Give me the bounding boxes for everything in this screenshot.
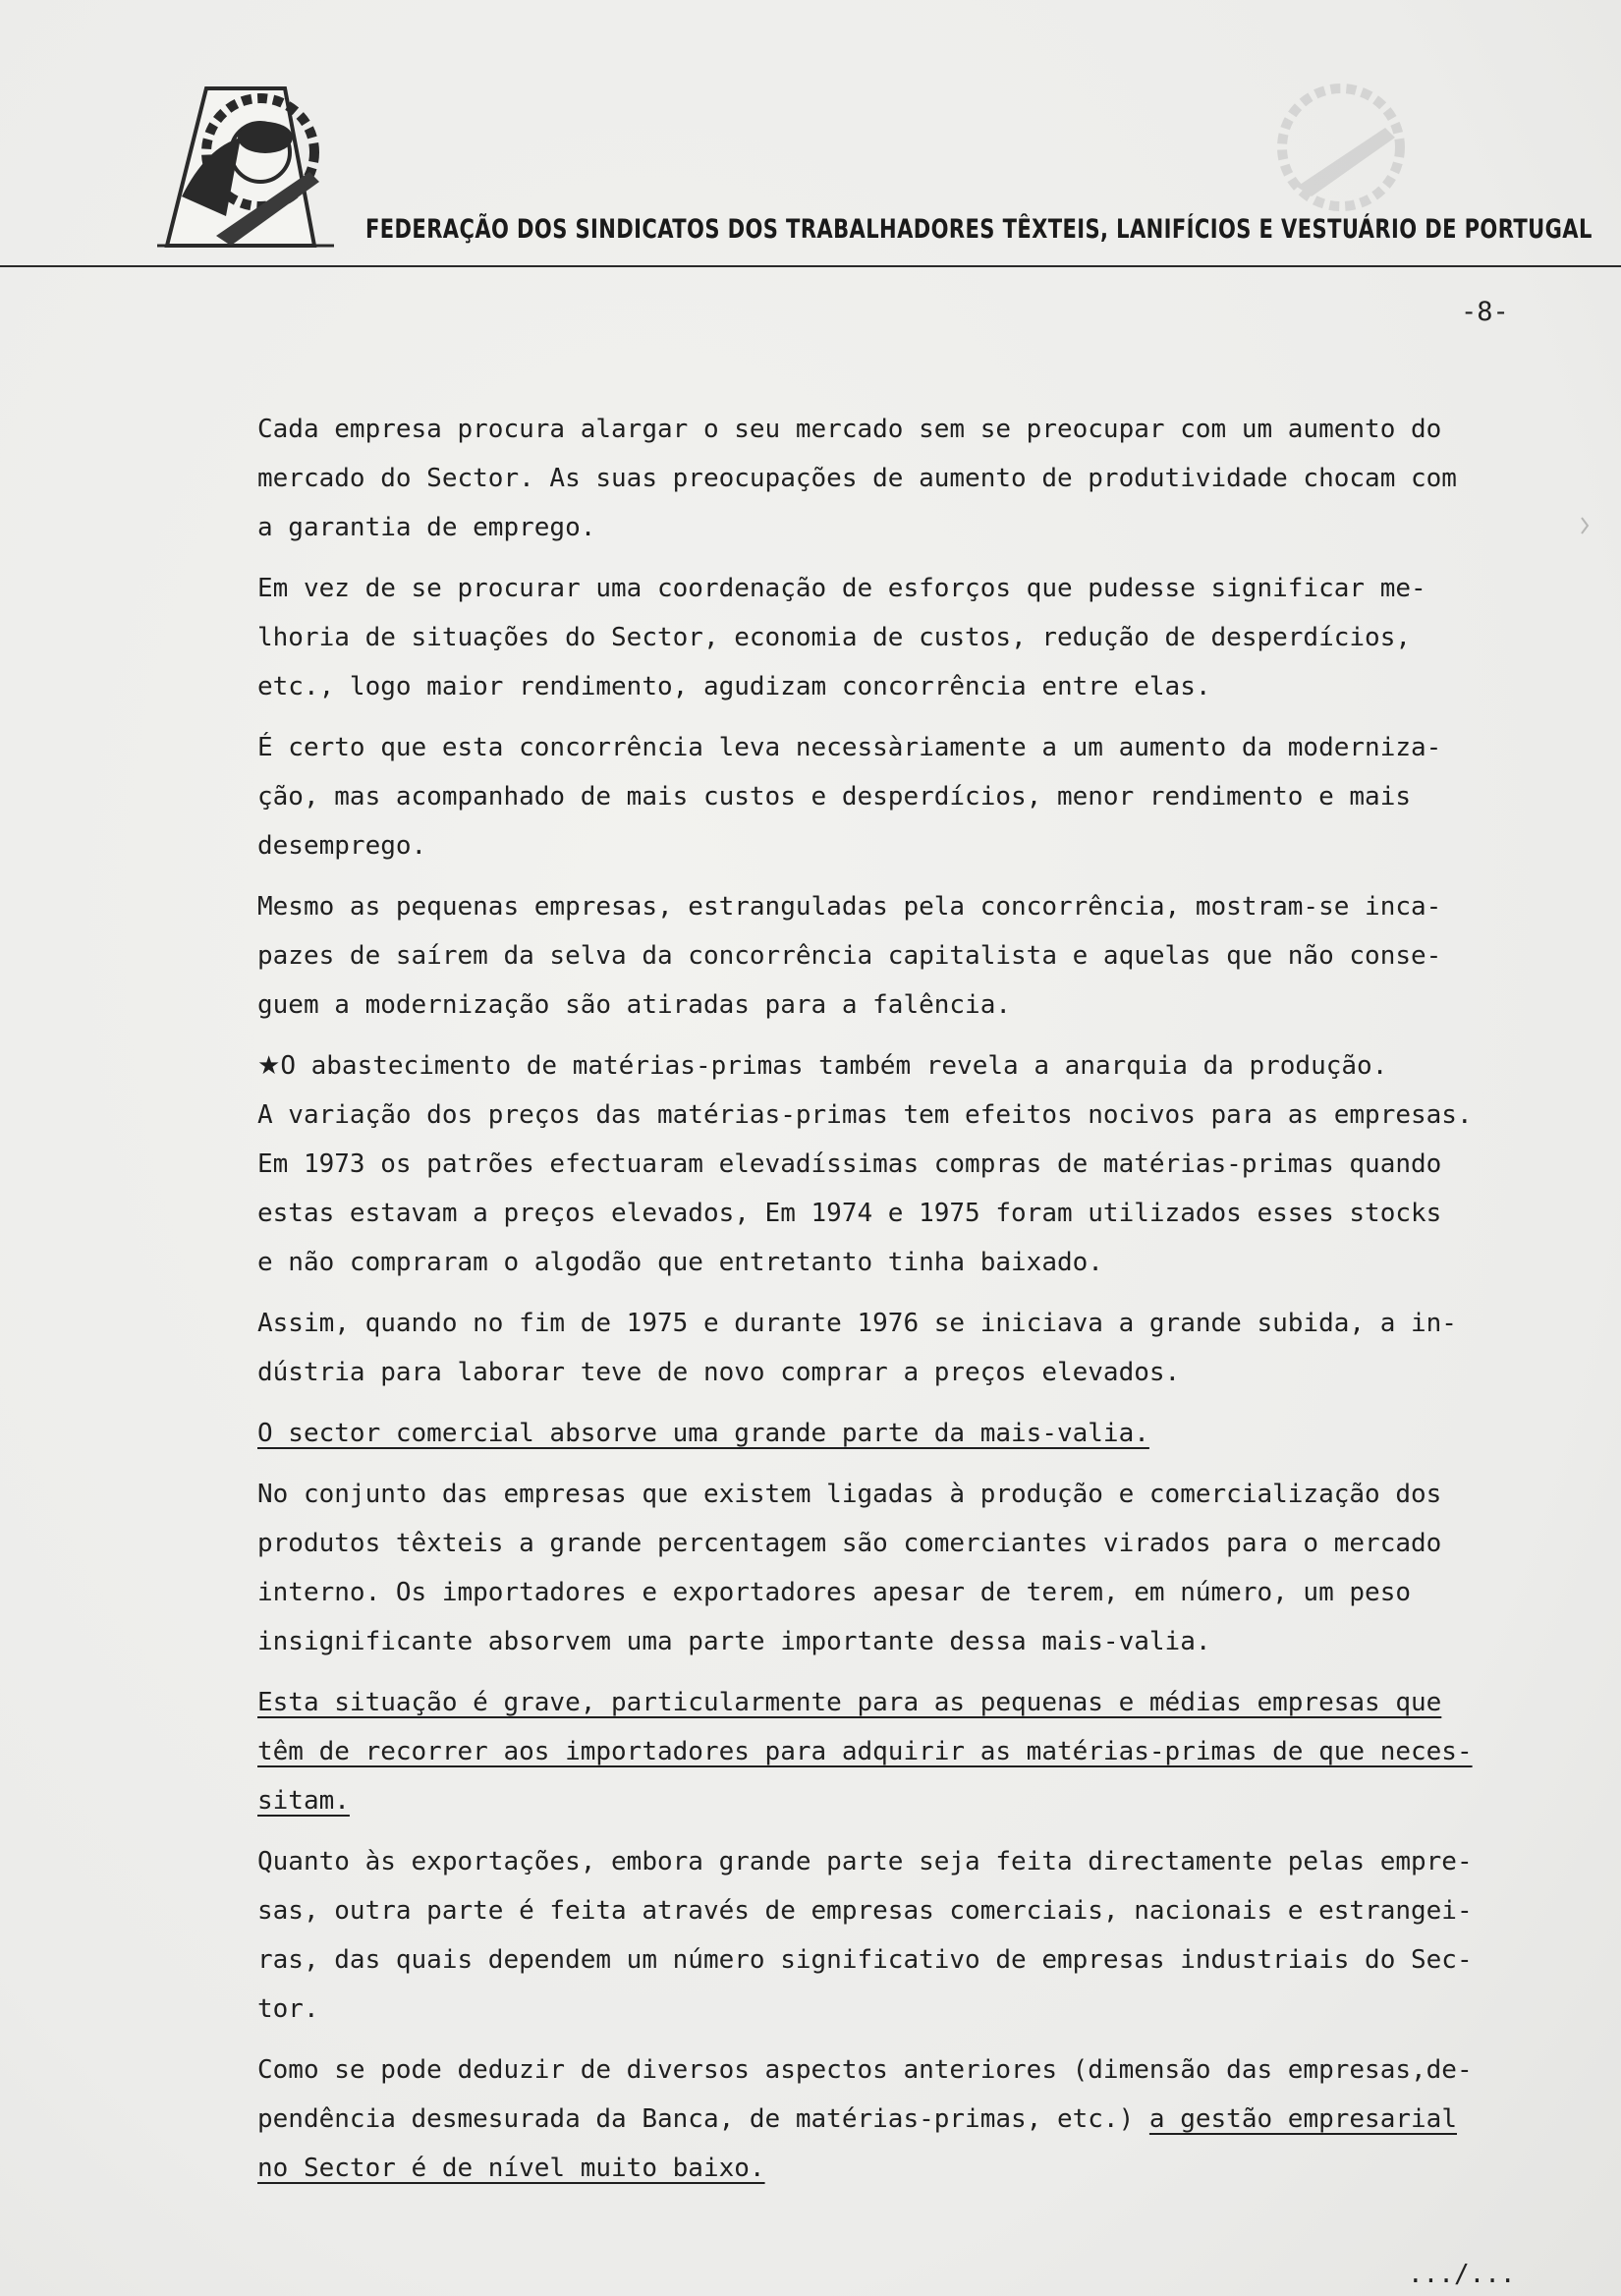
line-text: etc., logo maior rendimento, agudizam concorrência entre elas. (257, 672, 1211, 701)
line-text: sitam. (257, 1786, 350, 1816)
text-line (257, 2045, 1564, 2095)
line-text: lhoria de situações do Sector, economia de custos, redução de desperdícios, (257, 623, 1411, 652)
line-text: insignificante absorvem uma parte importante dessa mais-valia. (257, 1627, 1211, 1656)
text-line (257, 662, 1564, 711)
text-line (257, 1985, 1564, 2034)
line-text: ras, das quais dependem um número significativo de empresas industriais do Sec- (257, 1945, 1473, 1975)
paragraph (257, 2045, 1564, 2193)
text-line (257, 613, 1564, 662)
paragraph (257, 1041, 1564, 1287)
text-line (257, 503, 1564, 552)
text-line (257, 1727, 1564, 1776)
paragraph (257, 405, 1564, 552)
page-number: -8- (1461, 297, 1509, 327)
line-text: têm de recorrer aos importadores para adquirir as matérias-primas de que neces- (257, 1737, 1473, 1766)
underlined-text: a gestão empresarial (1148, 2104, 1457, 2134)
line-text: mercado do Sector. As suas preocupações de aumento de produtividade chocam com (257, 464, 1457, 493)
text-line (257, 1041, 1564, 1091)
text-line (257, 1409, 1564, 1458)
paragraph (257, 723, 1564, 870)
text-line (257, 1348, 1564, 1397)
continuation-mark: .../... (1408, 2260, 1516, 2289)
line-text: interno. Os importadores e exportadores apesar de terem, em número, um peso (257, 1578, 1411, 1607)
line-text: desemprego. (257, 831, 427, 861)
header-rule (0, 265, 1621, 267)
text-line (257, 1617, 1564, 1666)
punch-mark (1580, 516, 1590, 535)
paragraph (257, 882, 1564, 1030)
text-line (257, 772, 1564, 821)
line-text: No conjunto das empresas que existem ligadas à produção e comercialização dos (257, 1480, 1442, 1509)
line-text: Cada empresa procura alargar o seu mercado sem se preocupar com um aumento do (257, 415, 1442, 444)
paragraph (257, 1837, 1564, 2034)
line-text: A variação dos preços das matérias-primas tem efeitos nocivos para as empresas. (257, 1100, 1473, 1130)
text-line (257, 821, 1564, 870)
text-line (257, 405, 1564, 454)
paragraph (257, 1470, 1564, 1666)
line-text: pendência desmesurada da Banca, de matérias-primas, etc.) (257, 2104, 1149, 2134)
text-line (257, 2095, 1564, 2144)
text-line (257, 1189, 1564, 1238)
paragraph (257, 564, 1564, 711)
text-line (257, 931, 1564, 980)
line-text: sas, outra parte é feita através de empresas comerciais, nacionais e estrangei- (257, 1896, 1473, 1926)
text-line (257, 564, 1564, 613)
text-line (257, 454, 1564, 503)
line-text: É certo que esta concorrência leva necessàriamente a um aumento da moderniza- (257, 733, 1442, 762)
line-text: Quanto às exportações, embora grande parte seja feita directamente pelas empre- (257, 1847, 1473, 1876)
line-text: guem a modernização são atiradas para a falência. (257, 990, 1012, 1020)
text-line (257, 1519, 1564, 1568)
underlined-text: no Sector é de nível muito baixo. (257, 2154, 765, 2183)
line-text: O abastecimento de matérias-primas também revela a anarquia da produção. (280, 1051, 1388, 1081)
line-text: a garantia de emprego. (257, 513, 596, 542)
text-line (257, 1886, 1564, 1935)
line-text: O sector comercial absorve uma grande parte da mais-valia. (257, 1419, 1149, 1448)
text-line (257, 980, 1564, 1030)
text-line (257, 1776, 1564, 1825)
line-text: Como se pode deduzir de diversos aspectos anteriores (dimensão das empresas,de- (257, 2055, 1473, 2085)
paragraph (257, 1678, 1564, 1825)
text-line (257, 1140, 1564, 1189)
text-line (257, 1837, 1564, 1886)
federation-logo-icon (147, 69, 334, 265)
text-line (257, 1678, 1564, 1727)
star-icon: ★ (257, 1051, 281, 1081)
line-text: Esta situação é grave, particularmente para as pequenas e médias empresas que (257, 1688, 1442, 1717)
line-text: Em vez de se procurar uma coordenação de esforços que pudesse significar me- (257, 574, 1426, 603)
text-line (257, 2144, 1564, 2193)
bleed-through-logo (1258, 69, 1425, 226)
text-line (257, 1470, 1564, 1519)
line-text: Em 1973 os patrões efectuaram elevadíssimas compras de matérias-primas quando (257, 1149, 1442, 1179)
line-text: Mesmo as pequenas empresas, estranguladas pela concorrência, mostram-se inca- (257, 892, 1442, 922)
text-line (257, 1299, 1564, 1348)
text-line (257, 723, 1564, 772)
letterhead-title: FEDERAÇÃO DOS SINDICATOS DOS TRABALHADORES TÊXTEIS, LANIFÍCIOS E VESTUÁRIO DE PORTUGAL (365, 214, 1593, 245)
document-body (257, 405, 1564, 2205)
text-line (257, 1091, 1564, 1140)
line-text: tor. (257, 1994, 319, 2024)
line-text: Assim, quando no fim de 1975 e durante 1976 se iniciava a grande subida, a in- (257, 1309, 1457, 1338)
line-text: ção, mas acompanhado de mais custos e desperdícios, menor rendimento e mais (257, 782, 1411, 812)
paragraph (257, 1409, 1564, 1458)
line-text: e não compraram o algodão que entretanto tinha baixado. (257, 1248, 1103, 1277)
line-text: produtos têxteis a grande percentagem são comerciantes virados para o mercado (257, 1529, 1442, 1558)
text-line (257, 882, 1564, 931)
text-line (257, 1935, 1564, 1985)
text-line (257, 1568, 1564, 1617)
paragraph (257, 1299, 1564, 1397)
text-line (257, 1238, 1564, 1287)
line-text: pazes de saírem da selva da concorrência capitalista e aquelas que não conse- (257, 941, 1442, 971)
line-text: dústria para laborar teve de novo comprar a preços elevados. (257, 1358, 1181, 1387)
line-text: estas estavam a preços elevados, Em 1974 e 1975 foram utilizados esses stocks (257, 1199, 1442, 1228)
